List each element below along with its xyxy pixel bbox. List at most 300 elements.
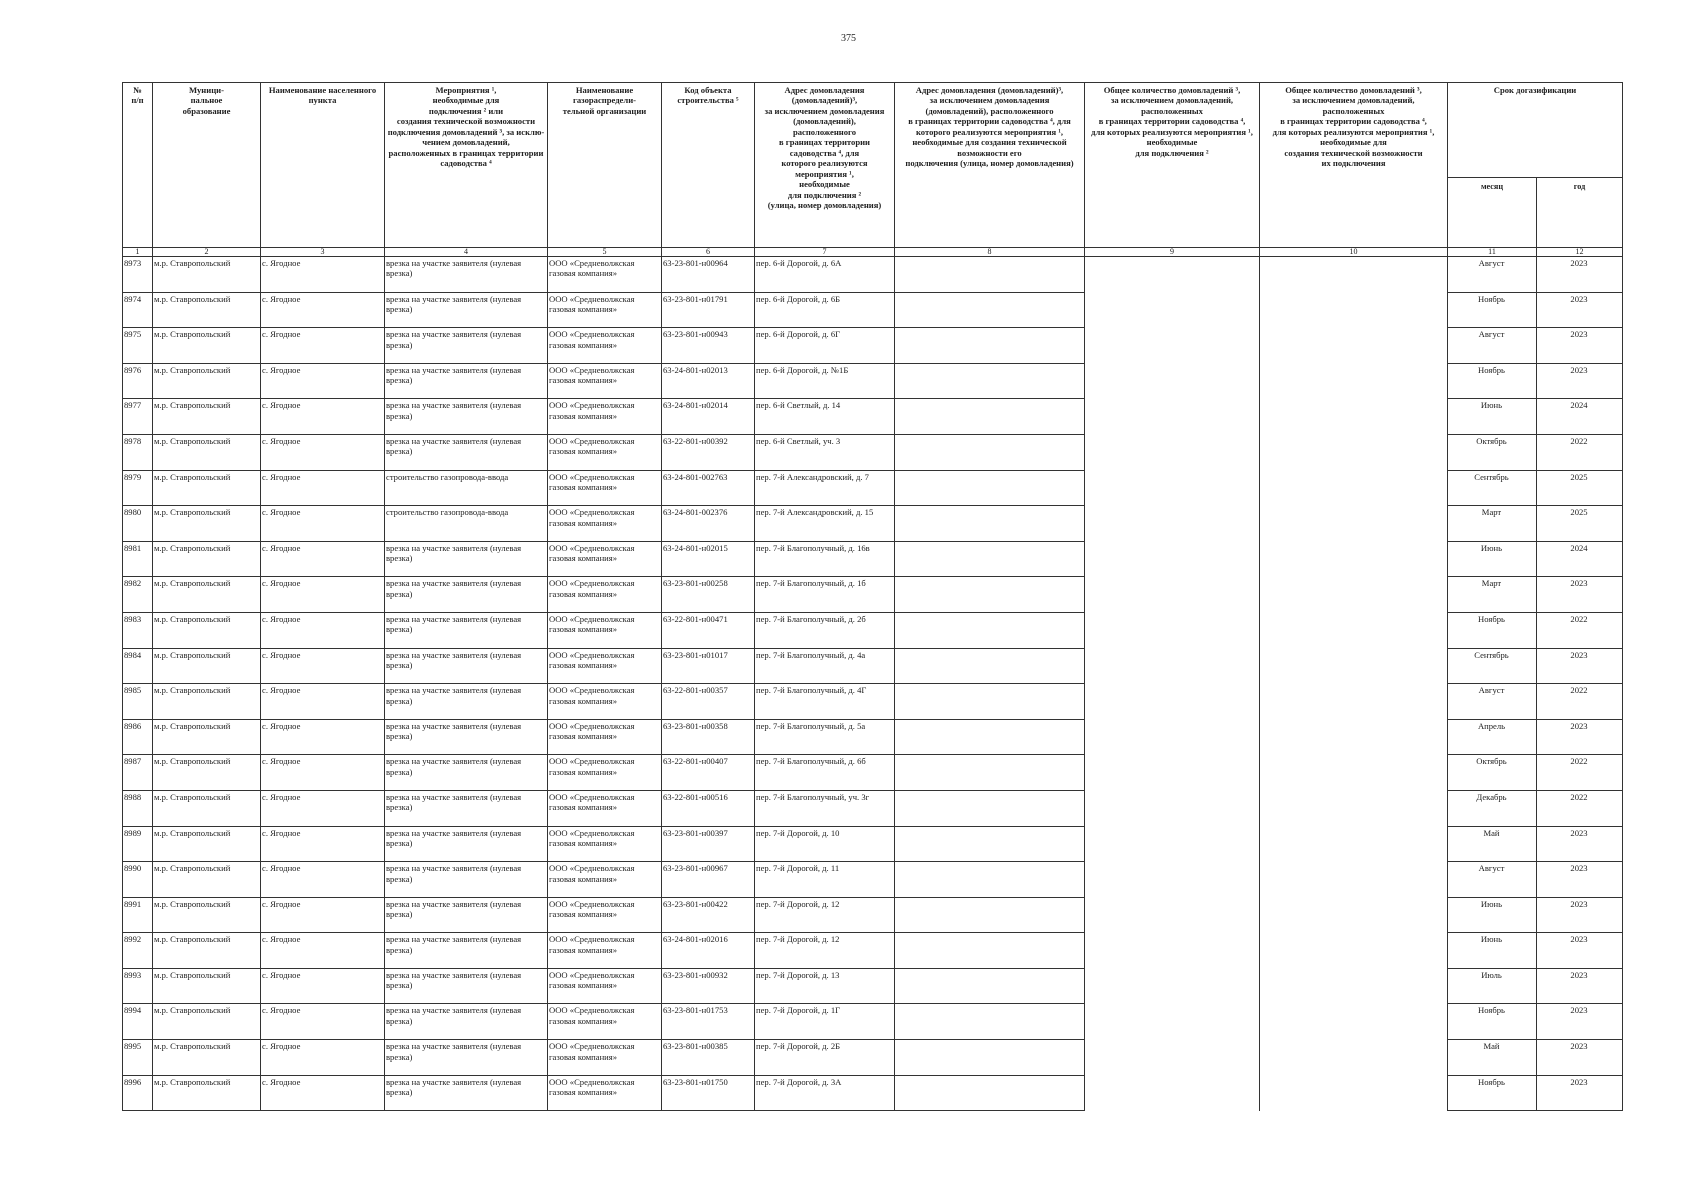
municipality-cell: м.р. Ставропольский (153, 933, 261, 969)
address-tech-cell (895, 470, 1085, 506)
row-number: 8996 (123, 1075, 153, 1111)
year-cell: 2022 (1537, 684, 1623, 720)
year-cell: 2022 (1537, 612, 1623, 648)
header-measures: Мероприятия ¹, необходимые для подключения ² или создания технической возможности подключения домовладений ³, за исклю- чением домовладений, расположенных в границах территории садоводства ⁴ (385, 83, 548, 248)
settlement-cell: с. Ягодное (261, 292, 385, 328)
total-tech-cell (1260, 257, 1448, 293)
table-row (123, 292, 1623, 328)
gdo-cell: ООО «Средневолжская газовая компания» (548, 577, 662, 613)
total-tech-cell (1260, 612, 1448, 648)
total-tech-cell (1260, 1040, 1448, 1076)
measure-cell: врезка на участке заявителя (нулевая врезка) (385, 968, 548, 1004)
address-cell: пер. 6-й Дорогой, д. №1Б (755, 363, 895, 399)
object-code-cell: 63-23-801-н01791 (662, 292, 755, 328)
year-cell: 2022 (1537, 790, 1623, 826)
table-row (123, 755, 1623, 791)
total-connect-cell (1085, 968, 1260, 1004)
measure-cell: врезка на участке заявителя (нулевая врезка) (385, 257, 548, 293)
total-tech-cell (1260, 862, 1448, 898)
month-cell: Ноябрь (1448, 1004, 1537, 1040)
table-row (123, 897, 1623, 933)
table-row (123, 826, 1623, 862)
measure-cell: врезка на участке заявителя (нулевая врезка) (385, 1075, 548, 1111)
address-cell: пер. 7-й Благополучный, д. 1б (755, 577, 895, 613)
column-number: 1 (123, 248, 153, 257)
total-tech-cell (1260, 363, 1448, 399)
address-tech-cell (895, 1004, 1085, 1040)
address-cell: пер. 6-й Дорогой, д. 6Г (755, 328, 895, 364)
table-row (123, 1004, 1623, 1040)
address-tech-cell (895, 506, 1085, 542)
address-cell: пер. 7-й Благополучный, д. 4Г (755, 684, 895, 720)
gdo-cell: ООО «Средневолжская газовая компания» (548, 257, 662, 293)
year-cell: 2023 (1537, 719, 1623, 755)
header-object-code: Код объекта строительства ⁵ (662, 83, 755, 248)
object-code-cell: 63-23-801-н01753 (662, 1004, 755, 1040)
settlement-cell: с. Ягодное (261, 257, 385, 293)
municipality-cell: м.р. Ставропольский (153, 506, 261, 542)
municipality-cell: м.р. Ставропольский (153, 541, 261, 577)
gdo-cell: ООО «Средневолжская газовая компания» (548, 684, 662, 720)
object-code-cell: 63-23-801-н00943 (662, 328, 755, 364)
column-number: 10 (1260, 248, 1448, 257)
year-cell: 2023 (1537, 933, 1623, 969)
settlement-cell: с. Ягодное (261, 363, 385, 399)
column-number: 9 (1085, 248, 1260, 257)
month-cell: Май (1448, 826, 1537, 862)
total-connect-cell (1085, 648, 1260, 684)
measure-cell: врезка на участке заявителя (нулевая врезка) (385, 684, 548, 720)
municipality-cell: м.р. Ставропольский (153, 1040, 261, 1076)
municipality-cell: м.р. Ставропольский (153, 826, 261, 862)
object-code-cell: 63-24-801-н02015 (662, 541, 755, 577)
month-cell: Июнь (1448, 933, 1537, 969)
header-settlement: Наименование населенного пункта (261, 83, 385, 248)
row-number: 8995 (123, 1040, 153, 1076)
municipality-cell: м.р. Ставропольский (153, 363, 261, 399)
row-number: 8993 (123, 968, 153, 1004)
total-connect-cell (1085, 897, 1260, 933)
total-connect-cell (1085, 577, 1260, 613)
row-number: 8987 (123, 755, 153, 791)
table-row (123, 684, 1623, 720)
month-cell: Май (1448, 1040, 1537, 1076)
table-row (123, 399, 1623, 435)
address-cell: пер. 7-й Александровский, д. 7 (755, 470, 895, 506)
month-cell: Август (1448, 257, 1537, 293)
measure-cell: врезка на участке заявителя (нулевая врезка) (385, 862, 548, 898)
gdo-cell: ООО «Средневолжская газовая компания» (548, 755, 662, 791)
address-cell: пер. 6-й Дорогой, д. 6А (755, 257, 895, 293)
header-total-connect: Общее количество домовладений ³, за исключением домовладений, расположенных в границах территории садоводства ⁴, для которых реализуются мероприятия ¹, необходимые для подключения ² (1085, 83, 1260, 248)
header-address-tech: Адрес домовладения (домовладений)³, за исключением домовладения (домовладений), расположенного в границах территории садоводства ⁴, для которого реализуются мероприятия ¹, необходимые для создания технической возможности его подключения (улица, номер домовладения) (895, 83, 1085, 248)
year-cell: 2025 (1537, 506, 1623, 542)
gdo-cell: ООО «Средневолжская газовая компания» (548, 648, 662, 684)
settlement-cell: с. Ягодное (261, 612, 385, 648)
total-connect-cell (1085, 328, 1260, 364)
settlement-cell: с. Ягодное (261, 328, 385, 364)
settlement-cell: с. Ягодное (261, 933, 385, 969)
gdo-cell: ООО «Средневолжская газовая компания» (548, 470, 662, 506)
header-deadline: Срок догазификации (1448, 83, 1623, 178)
measure-cell: врезка на участке заявителя (нулевая врезка) (385, 399, 548, 435)
address-tech-cell (895, 328, 1085, 364)
settlement-cell: с. Ягодное (261, 1040, 385, 1076)
month-cell: Ноябрь (1448, 292, 1537, 328)
municipality-cell: м.р. Ставропольский (153, 328, 261, 364)
municipality-cell: м.р. Ставропольский (153, 968, 261, 1004)
object-code-cell: 63-23-801-н00358 (662, 719, 755, 755)
column-number: 4 (385, 248, 548, 257)
address-tech-cell (895, 1075, 1085, 1111)
header-num: № п/п (123, 83, 153, 248)
total-tech-cell (1260, 434, 1448, 470)
row-number: 8991 (123, 897, 153, 933)
table-row (123, 612, 1623, 648)
row-number: 8992 (123, 933, 153, 969)
address-tech-cell (895, 292, 1085, 328)
settlement-cell: с. Ягодное (261, 755, 385, 791)
total-connect-cell (1085, 257, 1260, 293)
year-cell: 2023 (1537, 363, 1623, 399)
table-row (123, 1075, 1623, 1111)
total-connect-cell (1085, 933, 1260, 969)
measure-cell: врезка на участке заявителя (нулевая врезка) (385, 648, 548, 684)
municipality-cell: м.р. Ставропольский (153, 577, 261, 613)
address-cell: пер. 7-й Александровский, д. 15 (755, 506, 895, 542)
table-row (123, 577, 1623, 613)
year-cell: 2024 (1537, 399, 1623, 435)
year-cell: 2023 (1537, 577, 1623, 613)
municipality-cell: м.р. Ставропольский (153, 790, 261, 826)
total-connect-cell (1085, 719, 1260, 755)
settlement-cell: с. Ягодное (261, 470, 385, 506)
column-number: 8 (895, 248, 1085, 257)
address-cell: пер. 7-й Благополучный, д. 16в (755, 541, 895, 577)
total-tech-cell (1260, 470, 1448, 506)
address-cell: пер. 7-й Благополучный, д. 2б (755, 612, 895, 648)
header-year: год (1537, 178, 1623, 248)
settlement-cell: с. Ягодное (261, 790, 385, 826)
measure-cell: врезка на участке заявителя (нулевая врезка) (385, 897, 548, 933)
column-number-row (123, 248, 1623, 257)
month-cell: Март (1448, 577, 1537, 613)
address-tech-cell (895, 363, 1085, 399)
object-code-cell: 63-22-801-н00516 (662, 790, 755, 826)
gdo-cell: ООО «Средневолжская газовая компания» (548, 541, 662, 577)
measure-cell: строительство газопровода-ввода (385, 506, 548, 542)
year-cell: 2023 (1537, 1004, 1623, 1040)
month-cell: Июнь (1448, 399, 1537, 435)
total-tech-cell (1260, 1075, 1448, 1111)
row-number: 8982 (123, 577, 153, 613)
total-connect-cell (1085, 399, 1260, 435)
table-row (123, 506, 1623, 542)
address-cell: пер. 7-й Дорогой, д. 13 (755, 968, 895, 1004)
gdo-cell: ООО «Средневолжская газовая компания» (548, 968, 662, 1004)
gdo-cell: ООО «Средневолжская газовая компания» (548, 292, 662, 328)
municipality-cell: м.р. Ставропольский (153, 684, 261, 720)
gdo-cell: ООО «Средневолжская газовая компания» (548, 399, 662, 435)
row-number: 8988 (123, 790, 153, 826)
address-tech-cell (895, 684, 1085, 720)
object-code-cell: 63-23-801-н00397 (662, 826, 755, 862)
table-row (123, 470, 1623, 506)
month-cell: Декабрь (1448, 790, 1537, 826)
gdo-cell: ООО «Средневолжская газовая компания» (548, 506, 662, 542)
gasification-table (122, 82, 1623, 1111)
month-cell: Октябрь (1448, 434, 1537, 470)
address-cell: пер. 7-й Дорогой, д. 12 (755, 897, 895, 933)
total-connect-cell (1085, 1040, 1260, 1076)
table-body (123, 257, 1623, 1111)
row-number: 8973 (123, 257, 153, 293)
object-code-cell: 63-23-801-н00422 (662, 897, 755, 933)
object-code-cell: 63-22-801-н00357 (662, 684, 755, 720)
month-cell: Август (1448, 684, 1537, 720)
column-number: 11 (1448, 248, 1537, 257)
total-connect-cell (1085, 1004, 1260, 1040)
object-code-cell: 63-23-801-н00964 (662, 257, 755, 293)
total-connect-cell (1085, 506, 1260, 542)
measure-cell: врезка на участке заявителя (нулевая врезка) (385, 577, 548, 613)
gdo-cell: ООО «Средневолжская газовая компания» (548, 933, 662, 969)
year-cell: 2022 (1537, 755, 1623, 791)
measure-cell: врезка на участке заявителя (нулевая врезка) (385, 434, 548, 470)
address-tech-cell (895, 933, 1085, 969)
municipality-cell: м.р. Ставропольский (153, 434, 261, 470)
table-row (123, 862, 1623, 898)
header-municipality: Муници- пальное образование (153, 83, 261, 248)
total-tech-cell (1260, 790, 1448, 826)
total-tech-cell (1260, 541, 1448, 577)
municipality-cell: м.р. Ставропольский (153, 292, 261, 328)
address-tech-cell (895, 897, 1085, 933)
row-number: 8974 (123, 292, 153, 328)
month-cell: Август (1448, 328, 1537, 364)
municipality-cell: м.р. Ставропольский (153, 1075, 261, 1111)
municipality-cell: м.р. Ставропольский (153, 648, 261, 684)
total-connect-cell (1085, 292, 1260, 328)
address-tech-cell (895, 257, 1085, 293)
table-row (123, 1040, 1623, 1076)
month-cell: Август (1448, 862, 1537, 898)
total-connect-cell (1085, 612, 1260, 648)
municipality-cell: м.р. Ставропольский (153, 897, 261, 933)
municipality-cell: м.р. Ставропольский (153, 1004, 261, 1040)
table-row (123, 719, 1623, 755)
settlement-cell: с. Ягодное (261, 826, 385, 862)
object-code-cell: 63-22-801-н00471 (662, 612, 755, 648)
address-cell: пер. 6-й Светлый, уч. 3 (755, 434, 895, 470)
object-code-cell: 63-23-801-н00932 (662, 968, 755, 1004)
column-number: 12 (1537, 248, 1623, 257)
row-number: 8981 (123, 541, 153, 577)
gdo-cell: ООО «Средневолжская газовая компания» (548, 612, 662, 648)
total-tech-cell (1260, 1004, 1448, 1040)
measure-cell: врезка на участке заявителя (нулевая врезка) (385, 541, 548, 577)
address-cell: пер. 7-й Дорогой, д. 10 (755, 826, 895, 862)
gdo-cell: ООО «Средневолжская газовая компания» (548, 719, 662, 755)
page-number: 375 (841, 33, 856, 44)
column-number: 2 (153, 248, 261, 257)
total-tech-cell (1260, 328, 1448, 364)
municipality-cell: м.р. Ставропольский (153, 257, 261, 293)
year-cell: 2023 (1537, 897, 1623, 933)
address-cell: пер. 6-й Светлый, д. 14 (755, 399, 895, 435)
table-row (123, 434, 1623, 470)
address-cell: пер. 7-й Благополучный, д. 6б (755, 755, 895, 791)
total-tech-cell (1260, 684, 1448, 720)
row-number: 8994 (123, 1004, 153, 1040)
address-cell: пер. 7-й Дорогой, д. 11 (755, 862, 895, 898)
row-number: 8980 (123, 506, 153, 542)
address-tech-cell (895, 755, 1085, 791)
settlement-cell: с. Ягодное (261, 1075, 385, 1111)
address-tech-cell (895, 1040, 1085, 1076)
address-tech-cell (895, 541, 1085, 577)
object-code-cell: 63-24-801-н02016 (662, 933, 755, 969)
measure-cell: врезка на участке заявителя (нулевая врезка) (385, 328, 548, 364)
object-code-cell: 63-23-801-н01017 (662, 648, 755, 684)
address-tech-cell (895, 434, 1085, 470)
row-number: 8979 (123, 470, 153, 506)
row-number: 8986 (123, 719, 153, 755)
total-tech-cell (1260, 648, 1448, 684)
row-number: 8978 (123, 434, 153, 470)
address-tech-cell (895, 612, 1085, 648)
month-cell: Ноябрь (1448, 1075, 1537, 1111)
gdo-cell: ООО «Средневолжская газовая компания» (548, 790, 662, 826)
address-tech-cell (895, 862, 1085, 898)
gdo-cell: ООО «Средневолжская газовая компания» (548, 328, 662, 364)
month-cell: Сентябрь (1448, 470, 1537, 506)
municipality-cell: м.р. Ставропольский (153, 399, 261, 435)
year-cell: 2023 (1537, 328, 1623, 364)
address-tech-cell (895, 790, 1085, 826)
settlement-cell: с. Ягодное (261, 968, 385, 1004)
year-cell: 2023 (1537, 292, 1623, 328)
column-number: 5 (548, 248, 662, 257)
year-cell: 2022 (1537, 434, 1623, 470)
month-cell: Октябрь (1448, 755, 1537, 791)
gdo-cell: ООО «Средневолжская газовая компания» (548, 897, 662, 933)
address-tech-cell (895, 648, 1085, 684)
row-number: 8990 (123, 862, 153, 898)
column-number: 7 (755, 248, 895, 257)
gdo-cell: ООО «Средневолжская газовая компания» (548, 1004, 662, 1040)
total-connect-cell (1085, 470, 1260, 506)
address-tech-cell (895, 577, 1085, 613)
settlement-cell: с. Ягодное (261, 1004, 385, 1040)
header-month: месяц (1448, 178, 1537, 248)
total-tech-cell (1260, 506, 1448, 542)
row-number: 8976 (123, 363, 153, 399)
total-connect-cell (1085, 1075, 1260, 1111)
municipality-cell: м.р. Ставропольский (153, 612, 261, 648)
total-tech-cell (1260, 577, 1448, 613)
total-connect-cell (1085, 541, 1260, 577)
month-cell: Июль (1448, 968, 1537, 1004)
table-row (123, 968, 1623, 1004)
month-cell: Апрель (1448, 719, 1537, 755)
address-tech-cell (895, 968, 1085, 1004)
total-connect-cell (1085, 363, 1260, 399)
measure-cell: врезка на участке заявителя (нулевая врезка) (385, 719, 548, 755)
total-connect-cell (1085, 684, 1260, 720)
year-cell: 2023 (1537, 1040, 1623, 1076)
header-gdo: Наименование газораспредели- тельной организации (548, 83, 662, 248)
address-cell: пер. 6-й Дорогой, д. 6Б (755, 292, 895, 328)
total-tech-cell (1260, 968, 1448, 1004)
measure-cell: врезка на участке заявителя (нулевая врезка) (385, 612, 548, 648)
measure-cell: врезка на участке заявителя (нулевая врезка) (385, 933, 548, 969)
month-cell: Ноябрь (1448, 363, 1537, 399)
address-cell: пер. 7-й Благополучный, д. 4а (755, 648, 895, 684)
month-cell: Ноябрь (1448, 612, 1537, 648)
object-code-cell: 63-24-801-002763 (662, 470, 755, 506)
table-row (123, 790, 1623, 826)
measure-cell: врезка на участке заявителя (нулевая врезка) (385, 826, 548, 862)
object-code-cell: 63-24-801-н02014 (662, 399, 755, 435)
total-connect-cell (1085, 826, 1260, 862)
total-tech-cell (1260, 719, 1448, 755)
gdo-cell: ООО «Средневолжская газовая компания» (548, 1040, 662, 1076)
municipality-cell: м.р. Ставропольский (153, 755, 261, 791)
column-number: 6 (662, 248, 755, 257)
row-number: 8989 (123, 826, 153, 862)
measure-cell: врезка на участке заявителя (нулевая врезка) (385, 363, 548, 399)
object-code-cell: 63-23-801-н00967 (662, 862, 755, 898)
settlement-cell: с. Ягодное (261, 684, 385, 720)
year-cell: 2023 (1537, 862, 1623, 898)
year-cell: 2025 (1537, 470, 1623, 506)
object-code-cell: 63-24-801-002376 (662, 506, 755, 542)
row-number: 8985 (123, 684, 153, 720)
table-row (123, 648, 1623, 684)
address-tech-cell (895, 719, 1085, 755)
header-address: Адрес домовладения (домовладений)³, за исключением домовладения (домовладений), расположенного в границах территории садоводства ⁴, для которого реализуются мероприятия ¹, необходимые для подключения ² (улица, номер домовладения) (755, 83, 895, 248)
total-connect-cell (1085, 755, 1260, 791)
gdo-cell: ООО «Средневолжская газовая компания» (548, 862, 662, 898)
address-cell: пер. 7-й Дорогой, д. 1Г (755, 1004, 895, 1040)
measure-cell: врезка на участке заявителя (нулевая врезка) (385, 1004, 548, 1040)
gdo-cell: ООО «Средневолжская газовая компания» (548, 1075, 662, 1111)
object-code-cell: 63-22-801-н00392 (662, 434, 755, 470)
total-tech-cell (1260, 897, 1448, 933)
settlement-cell: с. Ягодное (261, 648, 385, 684)
settlement-cell: с. Ягодное (261, 577, 385, 613)
settlement-cell: с. Ягодное (261, 719, 385, 755)
table-row (123, 328, 1623, 364)
gdo-cell: ООО «Средневолжская газовая компания» (548, 434, 662, 470)
measure-cell: врезка на участке заявителя (нулевая врезка) (385, 755, 548, 791)
address-tech-cell (895, 399, 1085, 435)
table-row (123, 257, 1623, 293)
object-code-cell: 63-22-801-н00407 (662, 755, 755, 791)
measure-cell: врезка на участке заявителя (нулевая врезка) (385, 1040, 548, 1076)
measure-cell: врезка на участке заявителя (нулевая врезка) (385, 790, 548, 826)
municipality-cell: м.р. Ставропольский (153, 862, 261, 898)
total-tech-cell (1260, 292, 1448, 328)
row-number: 8977 (123, 399, 153, 435)
address-tech-cell (895, 826, 1085, 862)
gdo-cell: ООО «Средневолжская газовая компания» (548, 363, 662, 399)
year-cell: 2023 (1537, 826, 1623, 862)
month-cell: Июнь (1448, 541, 1537, 577)
row-number: 8975 (123, 328, 153, 364)
total-tech-cell (1260, 826, 1448, 862)
